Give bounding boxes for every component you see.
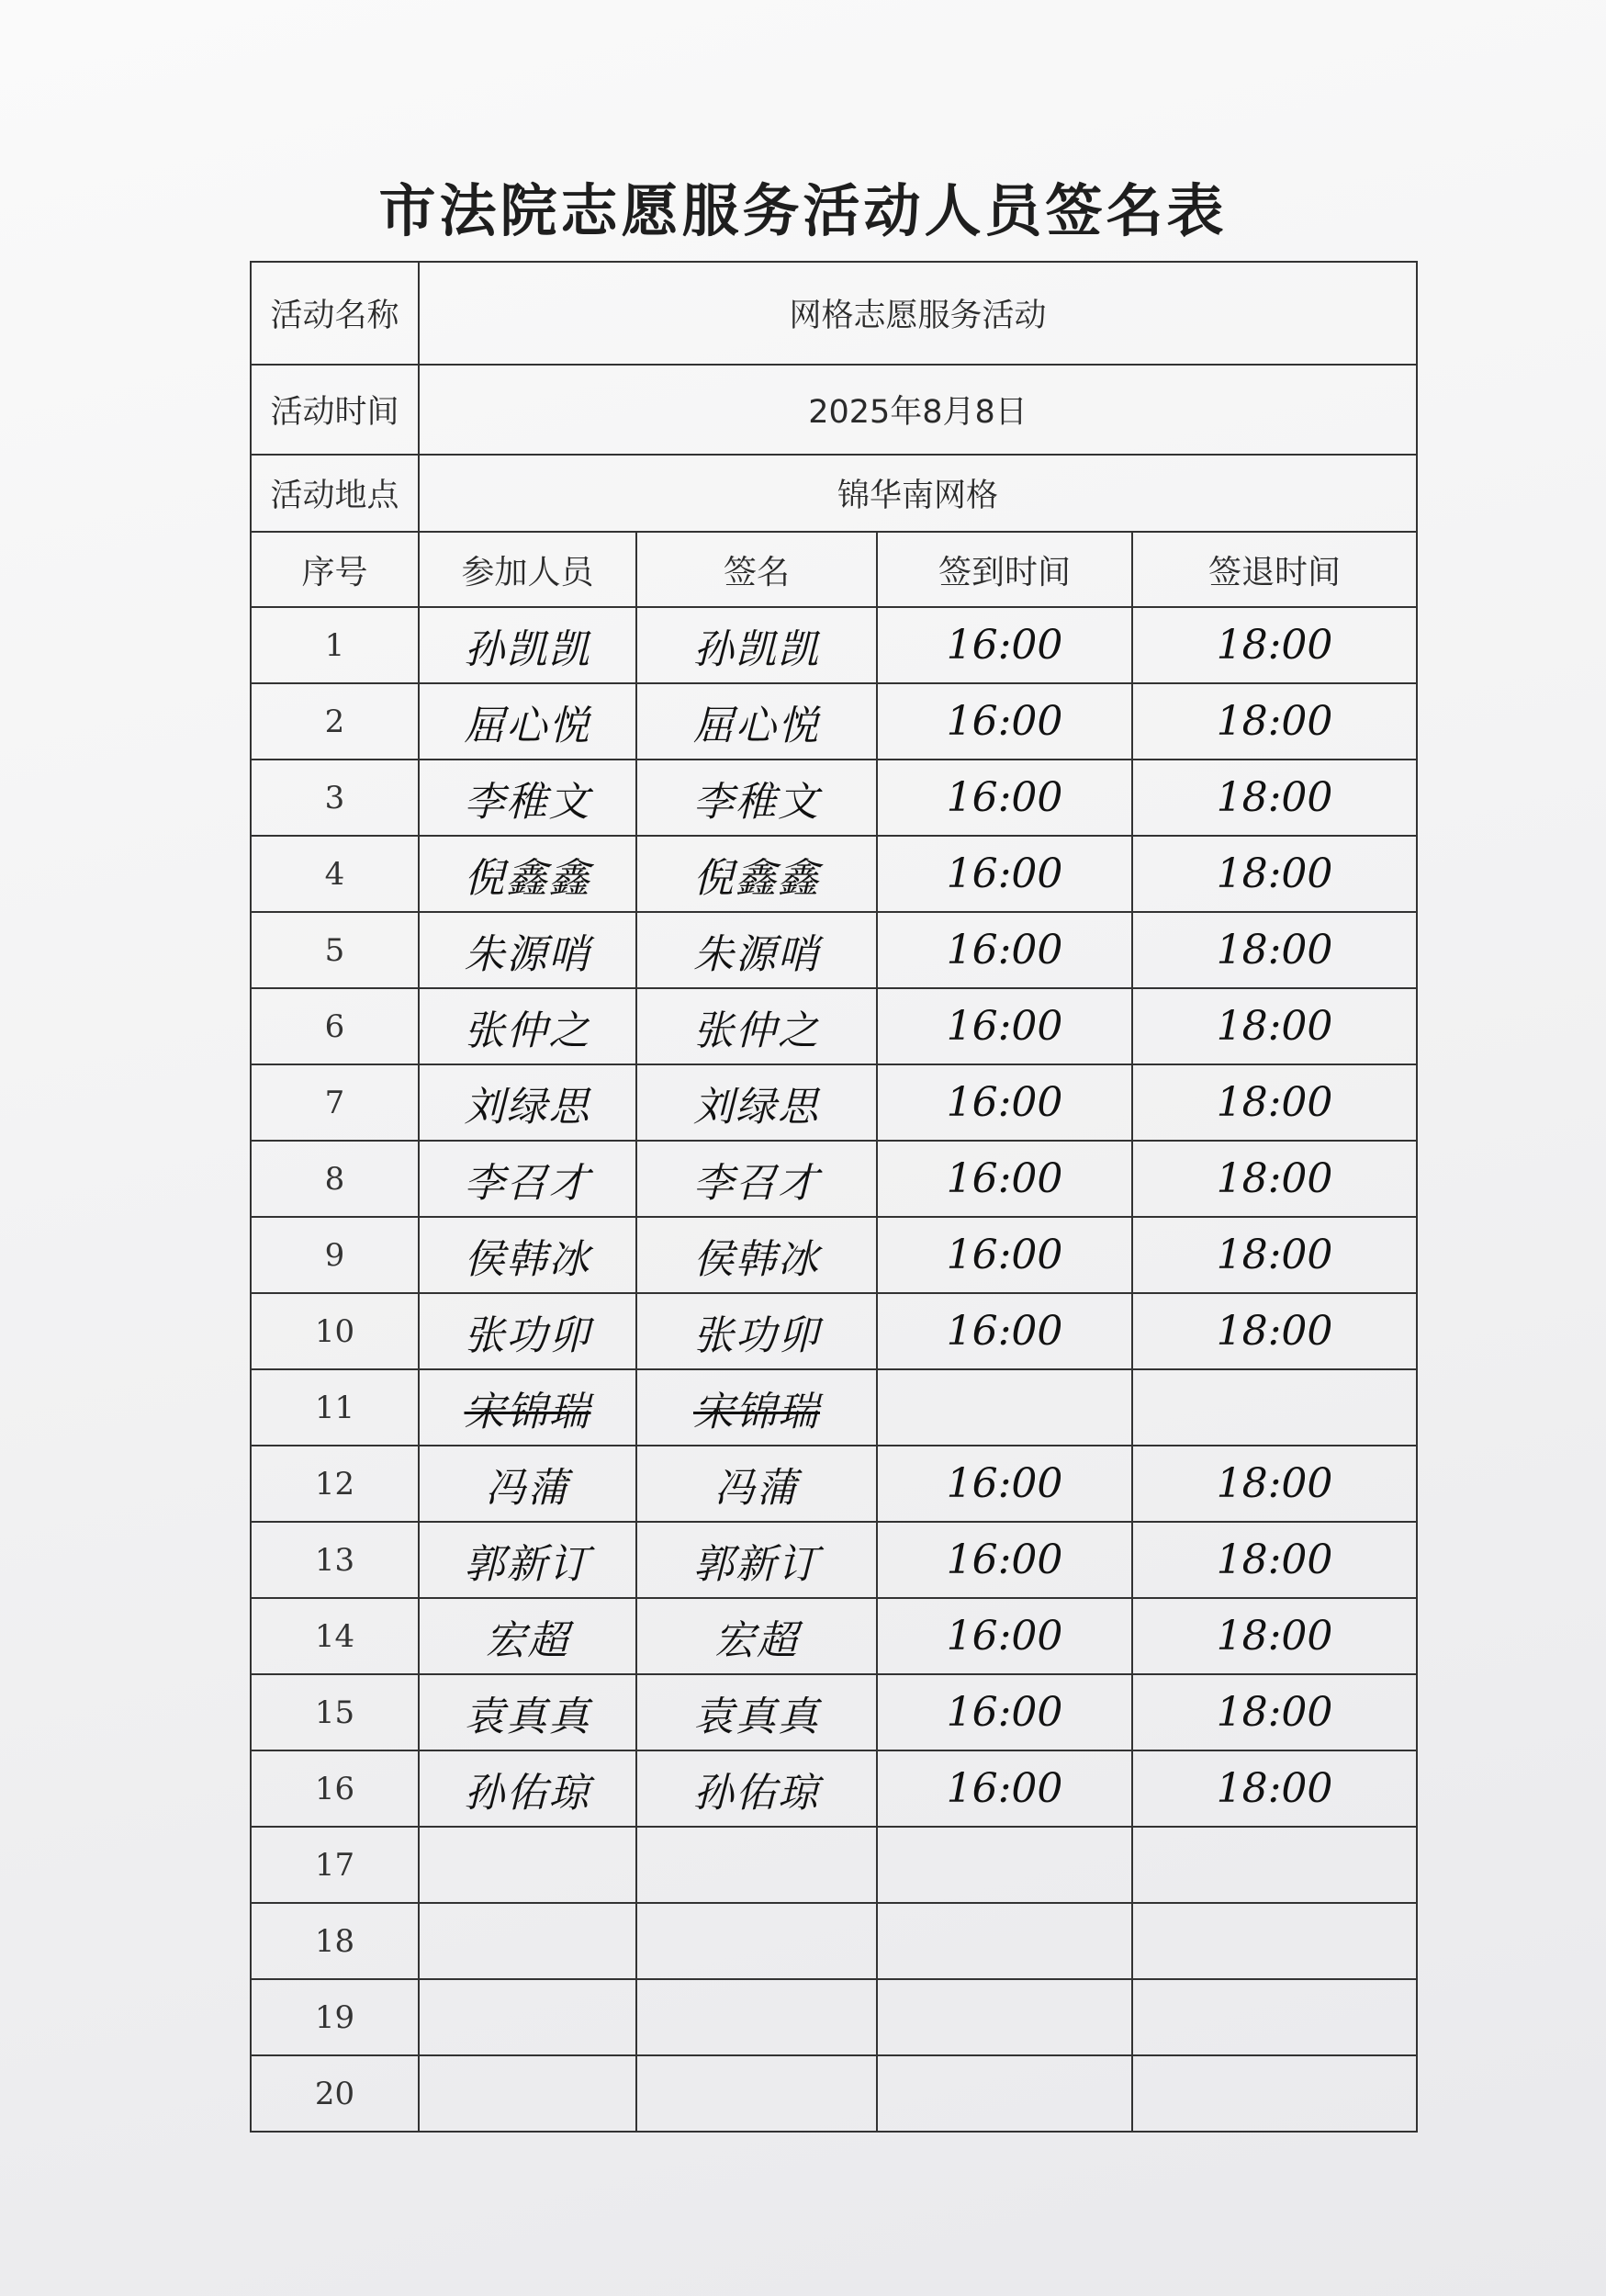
- signature-cell: 李召才: [636, 1141, 877, 1217]
- table-row: [251, 1293, 1417, 1369]
- sign-in-time: 16:00: [877, 607, 1132, 683]
- signature-cell: 侯韩冰: [636, 1217, 877, 1293]
- signature-cell: 孙佑琼: [636, 1750, 877, 1827]
- signature-table: [250, 261, 1418, 2133]
- sign-out-time: 18:00: [1132, 1674, 1417, 1750]
- sign-in-time: [877, 1903, 1132, 1979]
- participant-name: [419, 1979, 636, 2055]
- table-row: [251, 1064, 1417, 1141]
- participant-name: 屈心悦: [419, 683, 636, 760]
- participant-name: 袁真真: [419, 1674, 636, 1750]
- table-row: [251, 1217, 1417, 1293]
- row-number: 16: [251, 1750, 419, 1827]
- sign-out-time: 18:00: [1132, 1141, 1417, 1217]
- sign-out-time: 18:00: [1132, 683, 1417, 760]
- row-number: 3: [251, 760, 419, 836]
- row-number: 15: [251, 1674, 419, 1750]
- header-seq: 序号: [251, 532, 419, 607]
- signature-cell: 宏超: [636, 1598, 877, 1674]
- row-number: 1: [251, 607, 419, 683]
- participant-name: 宏超: [419, 1598, 636, 1674]
- sign-in-time: 16:00: [877, 1446, 1132, 1522]
- table-row: [251, 1522, 1417, 1598]
- sign-out-time: 18:00: [1132, 1064, 1417, 1141]
- sign-out-time: 18:00: [1132, 912, 1417, 988]
- table-row: [251, 2055, 1417, 2132]
- participant-name: 孙佑琼: [419, 1750, 636, 1827]
- sign-in-time: 16:00: [877, 1064, 1132, 1141]
- sign-out-time: 18:00: [1132, 1750, 1417, 1827]
- signature-cell: 冯蒲: [636, 1446, 877, 1522]
- participant-name: [419, 2055, 636, 2132]
- table-row: [251, 1674, 1417, 1750]
- page-title: 市法院志愿服务活动人员签名表: [378, 177, 1228, 244]
- sign-out-time: [1132, 2055, 1417, 2132]
- sign-out-time: 18:00: [1132, 1217, 1417, 1293]
- row-number: 8: [251, 1141, 419, 1217]
- info-row-activity-name: [251, 262, 1417, 365]
- row-number: 4: [251, 836, 419, 912]
- sign-out-time: 18:00: [1132, 1598, 1417, 1674]
- sign-in-time: 16:00: [877, 1217, 1132, 1293]
- table-row: [251, 1750, 1417, 1827]
- sign-out-time: 18:00: [1132, 836, 1417, 912]
- sign-in-time: 16:00: [877, 1293, 1132, 1369]
- table-row: [251, 683, 1417, 760]
- activity-name-label: 活动名称: [251, 262, 419, 365]
- row-number: 19: [251, 1979, 419, 2055]
- participant-name: 李召才: [419, 1141, 636, 1217]
- participant-name: 冯蒲: [419, 1446, 636, 1522]
- sign-in-time: 16:00: [877, 1522, 1132, 1598]
- sign-out-time: [1132, 1903, 1417, 1979]
- row-number: 12: [251, 1446, 419, 1522]
- sign-in-time: 16:00: [877, 1674, 1132, 1750]
- signature-cell: 孙凯凯: [636, 607, 877, 683]
- sign-out-time: 18:00: [1132, 1446, 1417, 1522]
- table-row: [251, 836, 1417, 912]
- header-sign-in: 签到时间: [877, 532, 1132, 607]
- participant-name: 李稚文: [419, 760, 636, 836]
- sign-in-time: [877, 1827, 1132, 1903]
- participant-name: 郭新订: [419, 1522, 636, 1598]
- sign-in-time: 16:00: [877, 912, 1132, 988]
- sign-in-time: 16:00: [877, 1750, 1132, 1827]
- sign-out-time: [1132, 1369, 1417, 1446]
- row-number: 10: [251, 1293, 419, 1369]
- table-row: [251, 1827, 1417, 1903]
- signature-cell: 李稚文: [636, 760, 877, 836]
- signature-cell: 朱源哨: [636, 912, 877, 988]
- table-row: [251, 912, 1417, 988]
- row-number: 11: [251, 1369, 419, 1446]
- info-row-activity-time: [251, 365, 1417, 455]
- header-signature: 签名: [636, 532, 877, 607]
- signature-cell: [636, 1979, 877, 2055]
- sign-out-time: 18:00: [1132, 1293, 1417, 1369]
- table-row: [251, 988, 1417, 1064]
- table-row: [251, 760, 1417, 836]
- table-header-row: [251, 532, 1417, 607]
- signature-cell: 刘绿思: [636, 1064, 877, 1141]
- signature-cell: 倪鑫鑫: [636, 836, 877, 912]
- row-number: 18: [251, 1903, 419, 1979]
- signature-cell: 张仲之: [636, 988, 877, 1064]
- sign-out-time: 18:00: [1132, 988, 1417, 1064]
- sign-in-time: 16:00: [877, 760, 1132, 836]
- table-row: [251, 1979, 1417, 2055]
- sign-in-time: 16:00: [877, 683, 1132, 760]
- table-row: [251, 1369, 1417, 1446]
- sign-out-time: [1132, 1979, 1417, 2055]
- table-row: [251, 1598, 1417, 1674]
- participant-name: 宋锦瑞: [419, 1369, 636, 1446]
- signature-cell: 张功卯: [636, 1293, 877, 1369]
- row-number: 5: [251, 912, 419, 988]
- activity-time-value: 2025年8月8日: [419, 365, 1417, 455]
- row-number: 14: [251, 1598, 419, 1674]
- row-number: 6: [251, 988, 419, 1064]
- sign-in-time: 16:00: [877, 988, 1132, 1064]
- table-row: [251, 1903, 1417, 1979]
- sign-in-time: 16:00: [877, 1598, 1132, 1674]
- sign-in-time: [877, 2055, 1132, 2132]
- row-number: 20: [251, 2055, 419, 2132]
- table-row: [251, 607, 1417, 683]
- participant-name: [419, 1903, 636, 1979]
- signature-cell: 袁真真: [636, 1674, 877, 1750]
- row-number: 17: [251, 1827, 419, 1903]
- activity-name-value: 网格志愿服务活动: [419, 262, 1417, 365]
- participant-name: 张仲之: [419, 988, 636, 1064]
- sign-in-time: 16:00: [877, 1141, 1132, 1217]
- participant-name: 朱源哨: [419, 912, 636, 988]
- signature-cell: [636, 1903, 877, 1979]
- sign-in-time: 16:00: [877, 836, 1132, 912]
- signature-cell: [636, 1827, 877, 1903]
- participant-name: [419, 1827, 636, 1903]
- row-number: 2: [251, 683, 419, 760]
- signature-cell: 宋锦瑞: [636, 1369, 877, 1446]
- signature-cell: [636, 2055, 877, 2132]
- activity-time-label: 活动时间: [251, 365, 419, 455]
- sign-out-time: 18:00: [1132, 760, 1417, 836]
- sign-out-time: 18:00: [1132, 1522, 1417, 1598]
- participant-name: 孙凯凯: [419, 607, 636, 683]
- row-number: 9: [251, 1217, 419, 1293]
- sign-out-time: 18:00: [1132, 607, 1417, 683]
- signature-cell: 屈心悦: [636, 683, 877, 760]
- row-number: 13: [251, 1522, 419, 1598]
- table-row: [251, 1141, 1417, 1217]
- signature-cell: 郭新订: [636, 1522, 877, 1598]
- participant-name: 刘绿思: [419, 1064, 636, 1141]
- participant-name: 侯韩冰: [419, 1217, 636, 1293]
- activity-place-value: 锦华南网格: [419, 455, 1417, 532]
- header-participant: 参加人员: [419, 532, 636, 607]
- sign-out-time: [1132, 1827, 1417, 1903]
- sign-in-time: [877, 1369, 1132, 1446]
- row-number: 7: [251, 1064, 419, 1141]
- participant-name: 倪鑫鑫: [419, 836, 636, 912]
- sign-in-time: [877, 1979, 1132, 2055]
- header-sign-out: 签退时间: [1132, 532, 1417, 607]
- table-row: [251, 1446, 1417, 1522]
- activity-place-label: 活动地点: [251, 455, 419, 532]
- participant-name: 张功卯: [419, 1293, 636, 1369]
- info-row-activity-place: [251, 455, 1417, 532]
